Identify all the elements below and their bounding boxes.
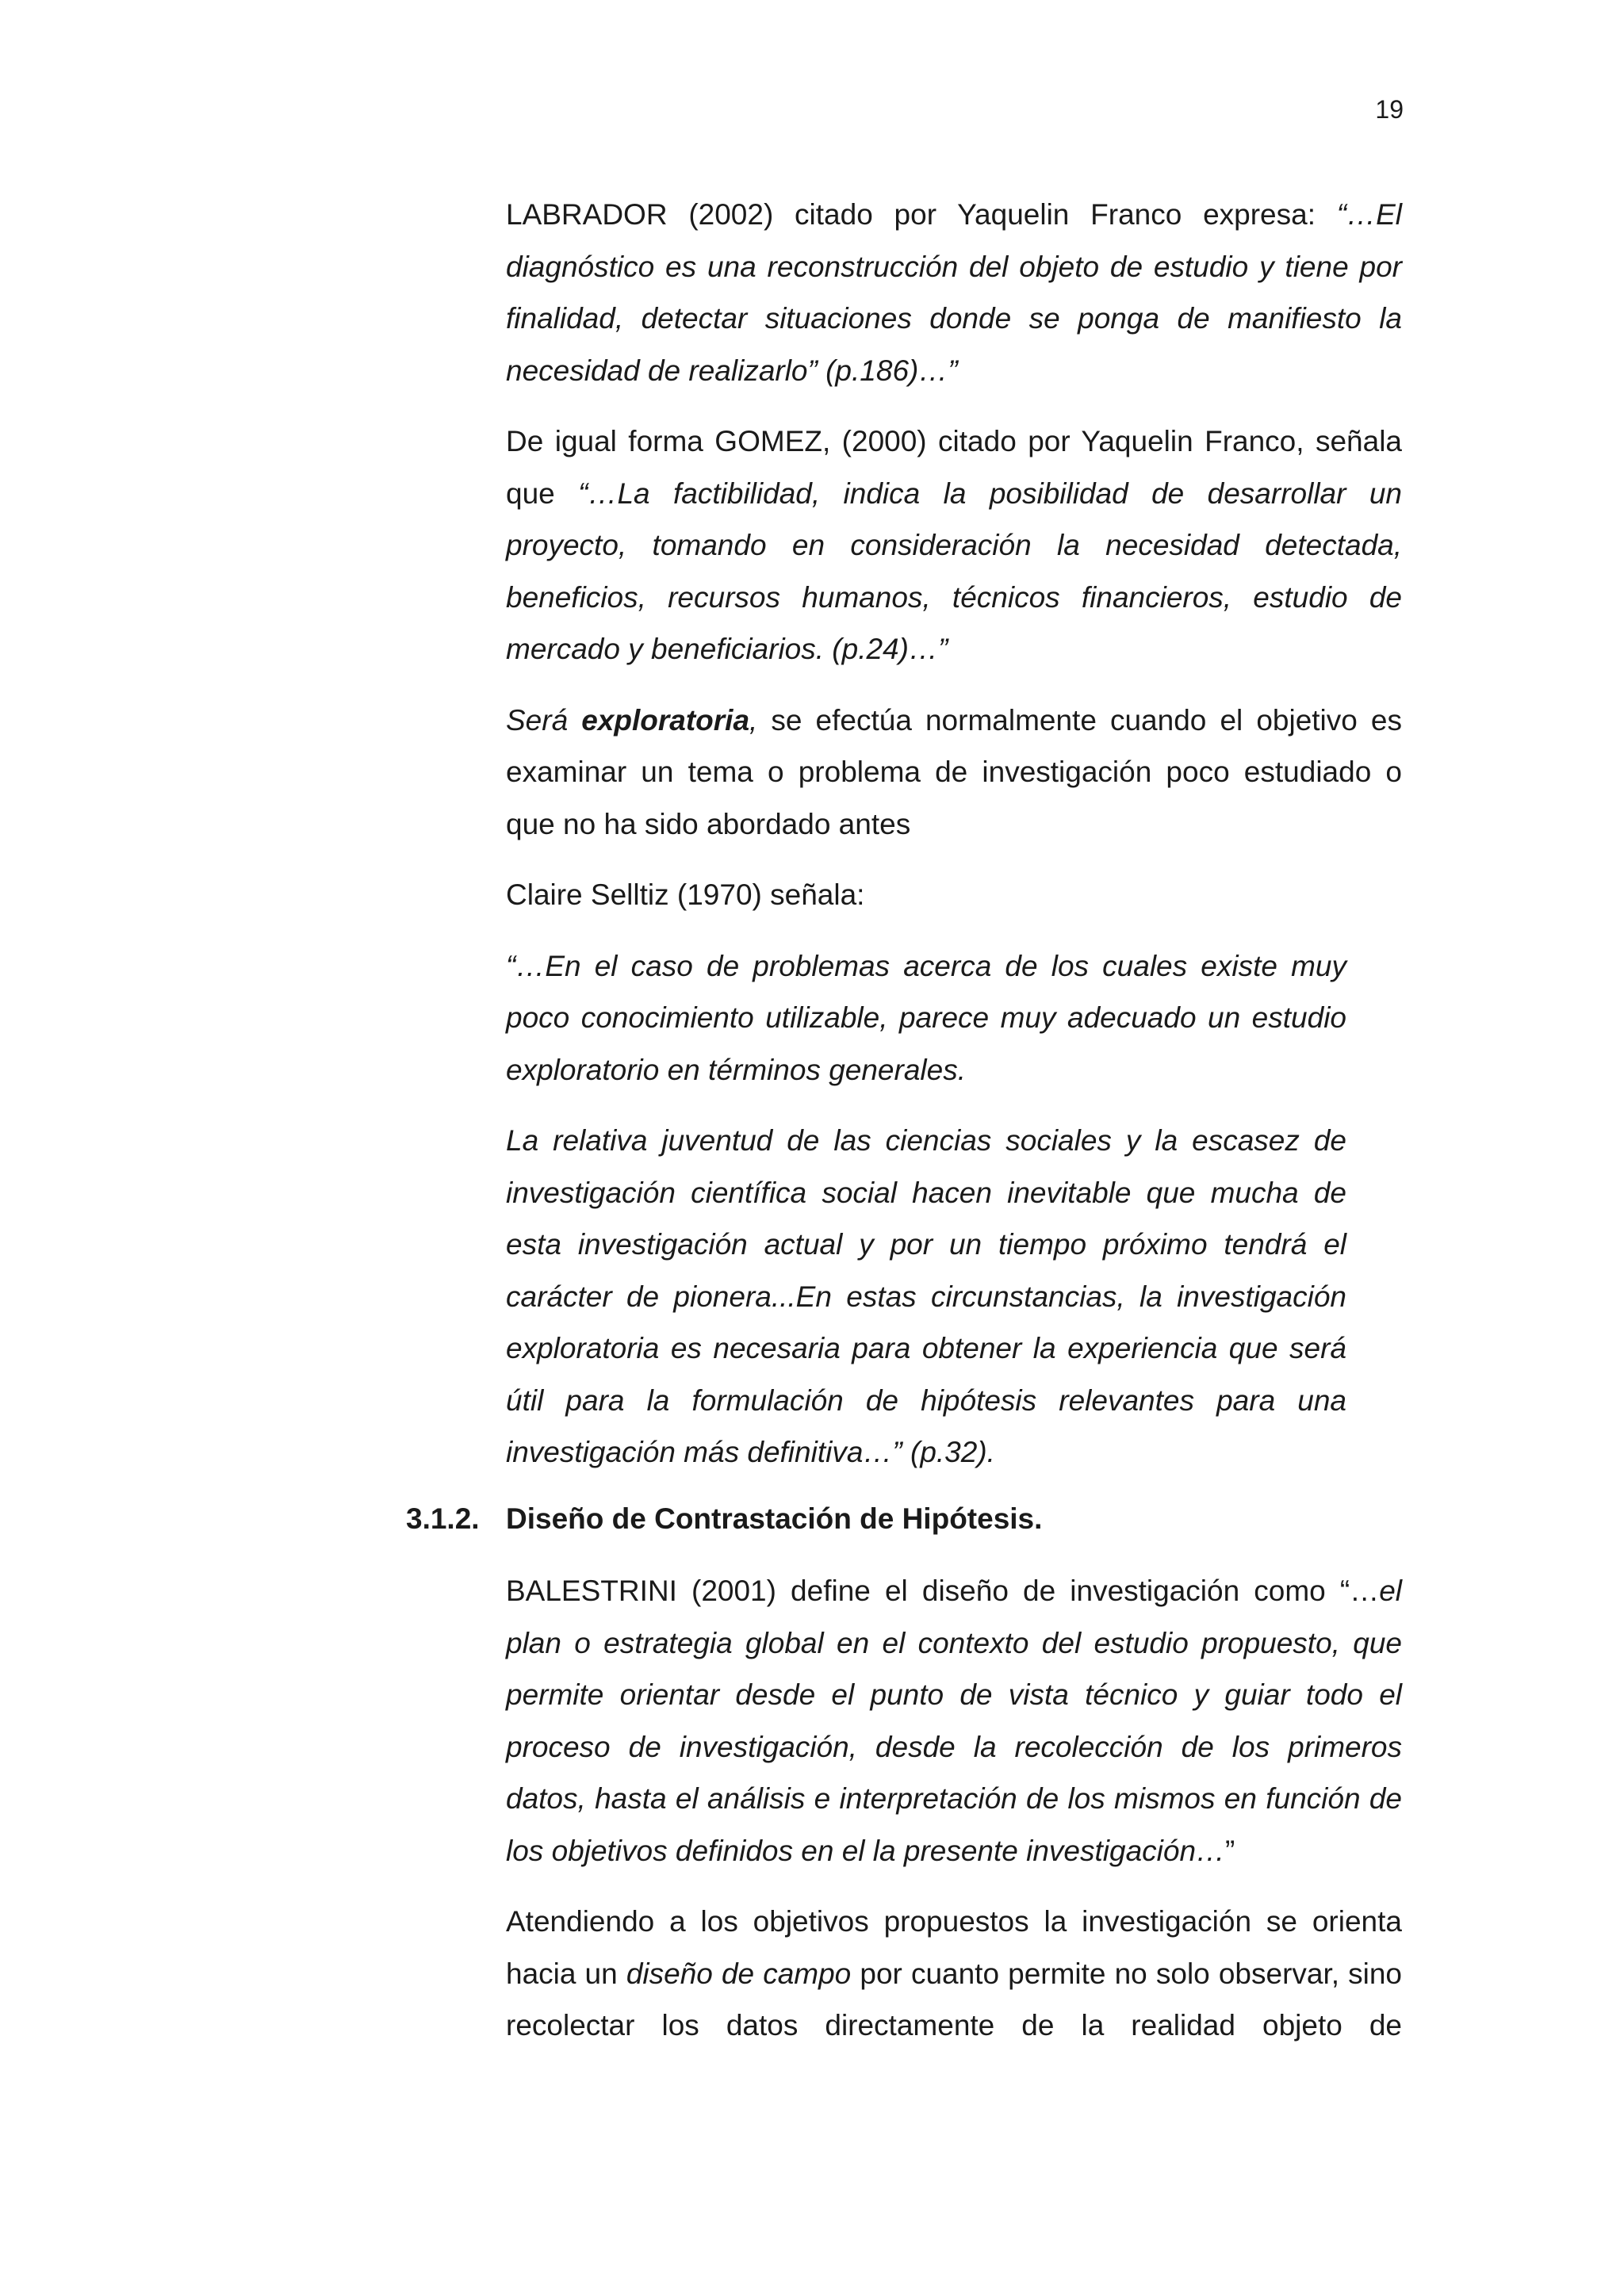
paragraph-exploratoria — [506, 695, 1402, 851]
quote-text: La relativa juventud de las ciencias sociales y la escasez de investigación científica social hacen inevitable que mucha de esta investigación actual y por un tiempo próximo tendrá el carácter de pionera...En estas circunstancias, la investigación exploratoria es necesaria para obtener la experiencia que será útil para la formulación de hipótesis relevantes para una investigación más definitiva…” (p.32). — [506, 1124, 1346, 1468]
section-number: 3.1.2. — [406, 1502, 480, 1535]
emphasis-text: Será — [506, 703, 582, 737]
bold-term: exploratoria — [581, 703, 750, 737]
paragraph-text: se efectúa normalmente cuando el objetivo es examinar un tema o problema de investigación poco estudiado o que no ha sido abordado antes — [506, 703, 1402, 840]
emphasis-text: diseño de campo — [626, 1957, 852, 1990]
paragraph-text: BALESTRINI (2001) define el diseño de investigación como “… — [506, 1575, 1380, 1607]
page-number: 19 — [1375, 95, 1404, 124]
paragraph-text: LABRADOR (2002) citado por Yaquelin Franco expresa: — [506, 198, 1337, 231]
section-title: Diseño de Contrastación de Hipótesis. — [506, 1502, 1043, 1535]
paragraph-labrador — [506, 189, 1402, 396]
document-body — [406, 189, 1403, 2071]
paragraph-text: Atendiendo a los objetivos propuestos la investigación se orienta hacia un — [506, 1905, 1402, 1990]
block-quote-1 — [506, 940, 1346, 1096]
quote-text: “…La factibilidad, indica la posibilidad de desarrollar un proyecto, tomando en consideración la necesidad detectada, beneficios, recursos humanos, técnicos financieros, estudio de mercado y beneficiarios. (p.24)…” — [506, 476, 1402, 665]
quote-text: “…El diagnóstico es una reconstrucción del objeto de estudio y tiene por finalidad, detectar situaciones donde se ponga de manifiesto la necesidad de realizarlo” (p.186)…” — [506, 198, 1402, 387]
paragraph-balestrini — [506, 1565, 1402, 1877]
paragraph-text: ” — [1225, 1834, 1235, 1867]
block-quote-2 — [506, 1115, 1346, 1479]
paragraph-diseno-campo — [506, 1896, 1402, 2052]
quote-text: “…En el caso de problemas acerca de los cuales existe muy poco conocimiento utilizable, parece muy adecuado un estudio exploratorio en términos generales. — [506, 949, 1346, 1086]
section-heading — [406, 1493, 1402, 1545]
paragraph-text: De igual forma GOMEZ, (2000) citado por Yaquelin Franco, señala que — [506, 425, 1402, 510]
quote-text: el plan o estrategia global en el contexto del estudio propuesto, que permite orientar desde el punto de vista técnico y guiar todo el proceso de investigación, desde la recolección de los primeros datos, hasta el análisis e interpretación de los mismos en función de los objetivos definidos en el la presente investigación… — [506, 1575, 1402, 1867]
paragraph-selltiz: Claire Selltiz (1970) señala: — [506, 878, 865, 911]
paragraph-text: por cuanto permite no solo observar, sino recolectar los datos directamente de la realidad objeto de — [506, 1957, 1403, 2042]
emphasis-text: , — [749, 703, 758, 737]
paragraph-gomez — [506, 415, 1402, 675]
